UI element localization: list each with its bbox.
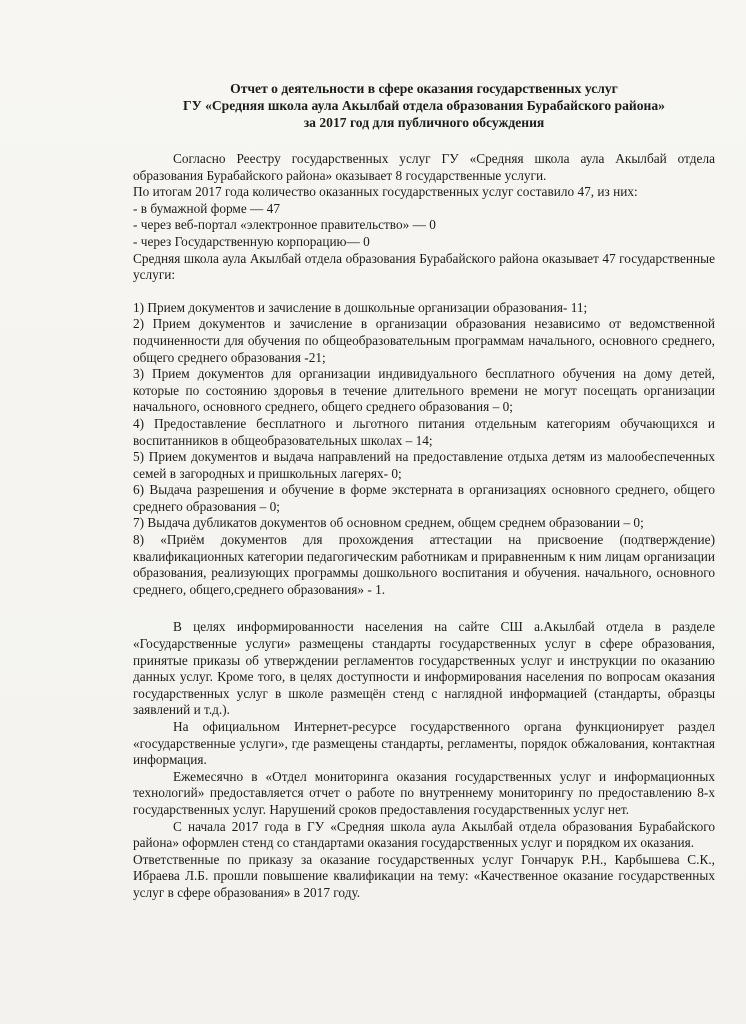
intro-summary: По итогам 2017 года количество оказанных государственных услуг составило 47, из них: [133,184,638,200]
title-line-2: ГУ «Средняя школа аула Акылбай отдела образования Бурабайского района» [183,98,665,113]
service-item: 7) Выдача дубликатов документов об основном среднем, общем среднем образовании – 0; [133,515,644,531]
closing-paragraph: На официальном Интернет-ресурсе государственного органа функционирует раздел «государственные услуги», где размещены стандарты, регламенты, порядок обжалования, контактная информация. [133,719,715,768]
service-item: 1) Прием документов и зачисление в дошкольные организации образования- 11; [133,299,588,315]
closing-paragraph: Ежемесячно в «Отдел мониторинга оказания государственных услуг и информационных технологий» предоставляется отчет о работе по внутреннему мониторингу по предоставлению 8-х государственных услуг. Нарушений сроков предоставления государственных услуг нет. [133,768,715,817]
report-title [133,80,715,131]
document-body [133,80,715,902]
services-list [133,300,715,599]
service-item: 2) Прием документов и зачисление в организации образования независимо от ведомственной подчиненности для обучения по общеобразовательным программам начального, основного среднего, общего среднего образования -21; [133,316,715,365]
intro-services-count: Средняя школа аула Акылбай отдела образования Бурабайского района оказывает 47 государственные услуги: [133,250,715,283]
closing-paragraph: В целях информированности населения на сайте СШ а.Акылбай отдела в разделе «Государственные услуги» размещены стандарты государственных услуг в сфере образования, принятые приказы об утверждении регламентов государственных услуг и инструкции по оказанию данных услуг. Кроме того, в целях доступности и информирования населения по вопросам оказания государственных услуг в школе размещён стенд с наглядной информацией (стандарты, образцы заявлений и т.д.). [133,619,715,718]
title-line-1: Отчет о деятельности в сфере оказания государственных услуг [230,81,618,96]
spacer [133,598,715,619]
service-item: 3) Прием документов для организации индивидуального бесплатного обучения на дому детей, которые по состоянию здоровья в течение длительного времени не могут посещать организации начального, основного среднего, общего среднего образования – 0; [133,366,715,415]
closing-paragraph: Ответственные по приказу за оказание государственных услуг Гончарук Р.Н., Карбышева С.К., Ибраева Л.Б. прошли повышение квалификации на тему: «Качественное оказание государственных услуг в сфере образования» в 2017 году. [133,851,715,900]
service-item: 6) Выдача разрешения и обучение в форме экстерната в организациях основного среднего, общего среднего образования – 0; [133,482,715,514]
intro-list-item: - в бумажной форме — 47 [133,200,280,216]
service-item: 5) Прием документов и выдача направлений на предоставление отдыха детям из малообеспеченных семей в загородных и пришкольных лагерях- 0; [133,449,715,481]
intro-paragraph: Согласно Реестру государственных услуг ГУ «Средняя школа аула Акылбай отдела образования Бурабайского района» оказывает 8 государственные услуги. [133,151,715,183]
service-item: 8) «Приём документов для прохождения аттестации на присвоение (подтверждение) квалификационных категории педагогическим работникам и приравненным к ним лицам организации образования, реализующих программы дошкольного воспитания и обучения. начального, основного среднего, общего,среднего образования» - 1. [133,532,715,597]
service-item: 4) Предоставление бесплатного и льготного питания отдельным категориям обучающихся и воспитанников в общеобразовательных школах – 14; [133,415,715,448]
closing-paragraph: С начала 2017 года в ГУ «Средняя школа аула Акылбай отдела образования Бурабайского района» оформлен стенд со стандартами оказания государственных услуг и порядком их оказания. [133,818,715,851]
title-line-3: за 2017 год для публичного обсуждения [303,115,545,130]
intro-list-item: - через Государственную корпорацию— 0 [133,233,370,249]
spacer [133,284,715,300]
intro-list-item: - через веб-портал «электронное правительство» — 0 [133,217,436,233]
